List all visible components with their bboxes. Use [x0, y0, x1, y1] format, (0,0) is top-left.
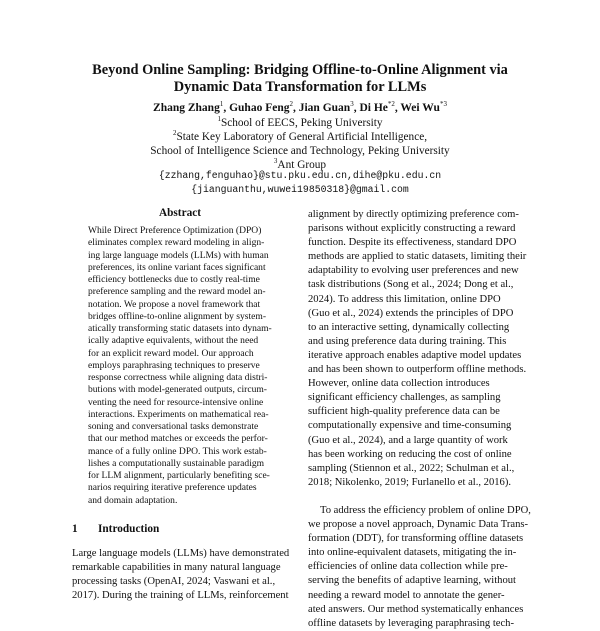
paragraph-gap — [308, 490, 532, 504]
abstract-line: preferences, its online variant faces significant — [88, 261, 266, 273]
affiliation: $^3$Ant Group — [273, 157, 327, 171]
body-line: (Guo et al., 2024), and a large quantity of work — [308, 434, 508, 446]
abstract-line: butions with model-generated outputs, circum- — [88, 384, 267, 396]
author: Zhang Zhang$^1$ — [153, 100, 224, 114]
body-line: and has been shown to outperform offline methods. — [308, 364, 527, 376]
body-line: To address the efficiency problem of online DPO, — [320, 504, 531, 516]
abstract-heading: Abstract — [158, 207, 202, 219]
body-line: Large language models (LLMs) have demonstrated — [72, 548, 290, 559]
abstract-line: atically transforming static datasets into dynam- — [88, 323, 272, 334]
body-line: 2017). During the training of LLMs, reinforcement — [72, 590, 289, 602]
section-number: 1 — [72, 523, 78, 535]
right-column-body — [308, 208, 532, 631]
body-line: task distributions (Song et al., 2024; Dong et al., — [308, 279, 514, 291]
body-line: into online-equivalent datasets, mitigating the in- — [308, 547, 517, 559]
body-line: and using preference data during training. This — [308, 335, 507, 347]
body-line: alignment by directly optimizing preference com- — [308, 209, 519, 220]
affiliation: $^2$State Key Laboratory of General Artificial Intelligence, — [172, 129, 428, 143]
title-line: Dynamic Data Transformation for LLMs — [173, 79, 427, 95]
abstract-line: bridges offline-to-online alignment by system- — [88, 310, 266, 322]
abstract-line: While Direct Preference Optimization (DPO) — [88, 225, 262, 236]
body-line: has been working on reducing the cost of online — [308, 448, 512, 460]
body-line: sampling (Stiennon et al., 2022; Schulman et al., — [308, 462, 515, 474]
body-line: needing a reward model to annotate the gener- — [308, 589, 505, 601]
abstract-line: employs paraphrasing techniques to preserve — [88, 359, 260, 371]
body-line: ated answers. Our method systematically enhances — [308, 603, 524, 615]
body-line: adaptability to evolving user preferences and new — [308, 265, 519, 277]
abstract-line: ing large language models (LLMs) with human — [88, 249, 269, 261]
abstract-line: eliminates complex reward modeling in align- — [88, 237, 265, 249]
paper-title — [0, 62, 600, 96]
author: Wei Wu$^{*3}$ — [400, 100, 447, 114]
body-line: offline datasets by leveraging paraphrasing tech- — [308, 617, 515, 629]
body-line: function. Despite its effectiveness, standard DPO — [308, 237, 517, 249]
body-line: 2024). To address this limitation, online DPO — [308, 293, 501, 305]
body-line: to an interactive setting, dynamically collecting — [308, 321, 510, 333]
abstract-body — [88, 225, 274, 507]
author-list: Zhang Zhang$^1$, Guhao Feng$^2$, Jian Guan$^3$, Di He$^{*2}$, Wei Wu$^{*3}$ — [153, 100, 447, 114]
email-line: {zzhang,fenguhao}@stu.pku.edu.cn,dihe@pku.edu.cn — [158, 170, 442, 181]
body-line: iterative approach enables adaptive model updates — [308, 349, 522, 361]
abstract-line: response correctness while aligning data distri- — [88, 372, 268, 383]
affiliation: $^1$School of EECS, Peking University — [217, 115, 383, 129]
abstract-line: soning and conversational tasks demonstrate — [88, 421, 259, 432]
abstract-line: ically adaptive equivalents, without the need — [88, 335, 259, 347]
body-line: efficiencies of online data collection while pre- — [308, 561, 508, 573]
abstract-line: efficiency bottlenecks due to costly real-time — [88, 274, 260, 285]
body-line: sufficient high-quality preference data can be — [308, 406, 500, 418]
body-line: parisons without explicitly constructing a reward — [308, 223, 516, 235]
body-line: methods are applied to static datasets, limiting their — [308, 251, 527, 263]
body-line: remarkable capabilities in many natural language — [72, 562, 281, 574]
body-line: formation (DDT), for transforming offline datasets — [308, 533, 524, 545]
section-title: Introduction — [98, 523, 160, 535]
abstract-line: venting the need for resource-intensive online — [88, 396, 264, 408]
email-line: {jianguanthu,wuwei19850318}@gmail.com — [191, 184, 409, 195]
body-line: computationally expensive and time-consuming — [308, 420, 512, 432]
abstract-line: notation. We propose a novel framework that — [88, 298, 261, 310]
abstract-line: for an explicit reward model. Our approach — [88, 347, 254, 359]
body-line: we propose a novel approach, Dynamic Data Trans- — [308, 519, 529, 531]
body-line: However, online data collection introduces — [308, 378, 490, 390]
abstract-line: preference sampling and the reward model an- — [88, 286, 266, 298]
title-line: Beyond Online Sampling: Bridging Offline-to-Online Alignment via — [92, 62, 508, 78]
abstract-line: and domain adaptation. — [88, 494, 178, 506]
author: Di He$^{*2}$ — [359, 100, 395, 114]
affiliation: School of Intelligence Science and Technology, Peking University — [150, 144, 450, 157]
abstract-line: interactions. Experiments on mathematical rea- — [88, 408, 269, 420]
left-column-body — [72, 547, 296, 603]
abstract-line: for LLM alignment, particularly benefiting sce- — [88, 470, 270, 481]
abstract-line: that our method matches or exceeds the perfor- — [88, 433, 268, 445]
abstract-line: narios requiring iterative preference updates — [88, 482, 257, 494]
body-line: (Guo et al., 2024) extends the principles of DPO — [308, 307, 514, 319]
abstract-line: mance of a fully online DPO. This work estab- — [88, 445, 267, 457]
body-line: 2018; Nikolenko, 2019; Furlanello et al., 2016). — [308, 476, 512, 488]
body-line: processing tasks (OpenAI, 2024; Vaswani et al., — [72, 576, 276, 588]
author: Jian Guan$^3$ — [298, 100, 354, 114]
section-heading — [72, 523, 159, 535]
author: Guhao Feng$^2$ — [229, 100, 293, 114]
body-line: serving the benefits of adaptive learning, without — [308, 575, 516, 587]
abstract-line: lishes a computationally sustainable paradigm — [88, 457, 265, 469]
body-line: significant efficiency challenges, as sampling — [308, 392, 501, 404]
